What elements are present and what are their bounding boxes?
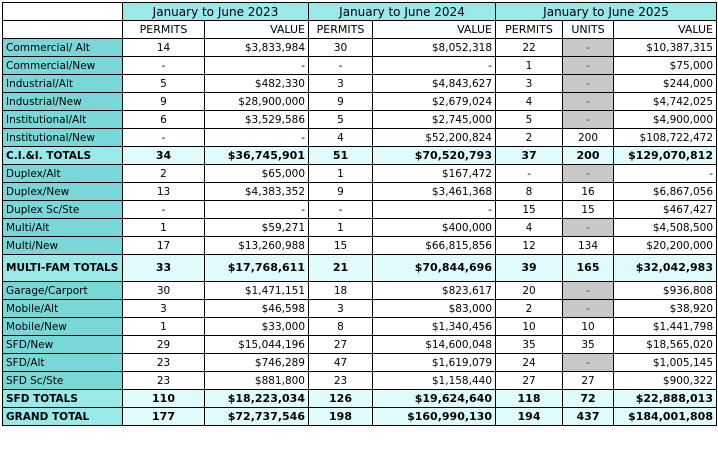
permits-2025-cell: 3 — [496, 75, 563, 93]
units-2025-cell: 15 — [563, 201, 614, 219]
table-row — [3, 75, 717, 93]
permits-2025-cell: 194 — [496, 408, 563, 426]
value-2024-cell: $52,200,824 — [373, 129, 496, 147]
units-2025-cell: 200 — [563, 147, 614, 165]
value-2025-cell: $6,867,056 — [614, 183, 717, 201]
permits-2025-cell: 20 — [496, 282, 563, 300]
permits-header-2024: PERMITS — [309, 21, 373, 39]
table-row — [3, 219, 717, 237]
permits-header-2025: PERMITS — [496, 21, 563, 39]
value-2025-cell: $129,070,812 — [614, 147, 717, 165]
permits-2024-cell: 9 — [309, 93, 373, 111]
units-2025-cell: 27 — [563, 372, 614, 390]
value-2025-cell: $900,322 — [614, 372, 717, 390]
period-header-row — [3, 3, 717, 21]
value-2024-cell: $823,617 — [373, 282, 496, 300]
row-label: Duplex/New — [3, 183, 123, 201]
totals-row — [3, 390, 717, 408]
value-2025-cell: - — [614, 165, 717, 183]
value-2023-cell: $46,598 — [205, 300, 309, 318]
permits-2023-cell: 29 — [123, 336, 205, 354]
totals-row — [3, 408, 717, 426]
permits-2024-cell: 47 — [309, 354, 373, 372]
permits-2023-cell: 23 — [123, 354, 205, 372]
permits-2024-cell: 51 — [309, 147, 373, 165]
permits-table — [2, 2, 717, 426]
permits-2023-cell: 6 — [123, 111, 205, 129]
units-2025-cell: 437 — [563, 408, 614, 426]
permits-2025-cell: 39 — [496, 255, 563, 282]
permits-2024-cell: - — [309, 201, 373, 219]
permits-2024-cell: 15 — [309, 237, 373, 255]
table-row — [3, 237, 717, 255]
permits-2023-cell: 13 — [123, 183, 205, 201]
value-2023-cell: $746,289 — [205, 354, 309, 372]
permits-2023-cell: 23 — [123, 372, 205, 390]
permits-2025-cell: 12 — [496, 237, 563, 255]
permits-2025-cell: 4 — [496, 219, 563, 237]
value-2023-cell: $65,000 — [205, 165, 309, 183]
value-2024-cell: $2,679,024 — [373, 93, 496, 111]
totals-row — [3, 255, 717, 282]
value-2023-cell: - — [205, 201, 309, 219]
units-2025-cell: - — [563, 282, 614, 300]
permits-2023-cell: 34 — [123, 147, 205, 165]
row-label: Multi/New — [3, 237, 123, 255]
row-label: Garage/Carport — [3, 282, 123, 300]
value-2023-cell: $1,471,151 — [205, 282, 309, 300]
value-2023-cell: $4,383,352 — [205, 183, 309, 201]
value-2024-cell: $160,990,130 — [373, 408, 496, 426]
permits-2023-cell: - — [123, 57, 205, 75]
value-2023-cell: $18,223,034 — [205, 390, 309, 408]
permits-2025-cell: 24 — [496, 354, 563, 372]
value-2025-cell: $18,565,020 — [614, 336, 717, 354]
units-2025-cell: - — [563, 57, 614, 75]
table-row — [3, 111, 717, 129]
table-row — [3, 129, 717, 147]
row-label: Duplex Sc/Ste — [3, 201, 123, 219]
permits-2025-cell: 4 — [496, 93, 563, 111]
permits-2024-cell: 27 — [309, 336, 373, 354]
table-row — [3, 165, 717, 183]
value-2025-cell: $32,042,983 — [614, 255, 717, 282]
table-row — [3, 318, 717, 336]
table-body — [3, 39, 717, 426]
column-header-row — [3, 21, 717, 39]
permits-2024-cell: 1 — [309, 165, 373, 183]
permits-2024-cell: 5 — [309, 111, 373, 129]
value-2024-cell: $1,619,079 — [373, 354, 496, 372]
units-2025-cell: - — [563, 75, 614, 93]
permits-2024-cell: 18 — [309, 282, 373, 300]
value-2023-cell: $59,271 — [205, 219, 309, 237]
value-2024-cell: $2,745,000 — [373, 111, 496, 129]
value-2023-cell: $3,529,586 — [205, 111, 309, 129]
permits-2023-cell: 177 — [123, 408, 205, 426]
units-2025-cell: - — [563, 111, 614, 129]
value-2024-cell: $3,461,368 — [373, 183, 496, 201]
table-row — [3, 93, 717, 111]
permits-2023-cell: 5 — [123, 75, 205, 93]
period-2024-header: January to June 2024 — [309, 3, 496, 21]
permits-2025-cell: 2 — [496, 129, 563, 147]
row-label: SFD Sc/Ste — [3, 372, 123, 390]
permits-2023-cell: 17 — [123, 237, 205, 255]
permits-2023-cell: 30 — [123, 282, 205, 300]
value-2024-cell: - — [373, 201, 496, 219]
row-label: Institutional/Alt — [3, 111, 123, 129]
table-row — [3, 354, 717, 372]
table-row — [3, 57, 717, 75]
value-2023-cell: $17,768,611 — [205, 255, 309, 282]
table-row — [3, 183, 717, 201]
row-label: Industrial/New — [3, 93, 123, 111]
permits-2025-cell: 37 — [496, 147, 563, 165]
value-2024-cell: $400,000 — [373, 219, 496, 237]
row-label: Commercial/ Alt — [3, 39, 123, 57]
permits-2023-cell: 110 — [123, 390, 205, 408]
corner-blank-2 — [3, 21, 123, 39]
units-2025-cell: - — [563, 39, 614, 57]
row-label: Institutional/New — [3, 129, 123, 147]
units-2025-cell: 16 — [563, 183, 614, 201]
permits-2023-cell: 1 — [123, 219, 205, 237]
value-2025-cell: $4,900,000 — [614, 111, 717, 129]
permits-2024-cell: 1 — [309, 219, 373, 237]
table-row — [3, 372, 717, 390]
table-row — [3, 39, 717, 57]
value-2025-cell: $184,001,808 — [614, 408, 717, 426]
permits-2023-cell: 2 — [123, 165, 205, 183]
permits-2024-cell: 3 — [309, 75, 373, 93]
units-2025-cell: - — [563, 165, 614, 183]
value-2025-cell: $20,200,000 — [614, 237, 717, 255]
permits-2024-cell: 8 — [309, 318, 373, 336]
row-label: Multi/Alt — [3, 219, 123, 237]
value-2025-cell: $108,722,472 — [614, 129, 717, 147]
value-2024-cell: $8,052,318 — [373, 39, 496, 57]
value-2023-cell: $33,000 — [205, 318, 309, 336]
value-2025-cell: $4,508,500 — [614, 219, 717, 237]
row-label: MULTI-FAM TOTALS — [3, 255, 123, 282]
units-2025-cell: 72 — [563, 390, 614, 408]
value-2025-cell: $936,808 — [614, 282, 717, 300]
row-label: GRAND TOTAL — [3, 408, 123, 426]
row-label: Mobile/Alt — [3, 300, 123, 318]
permits-2024-cell: 21 — [309, 255, 373, 282]
permits-2025-cell: 10 — [496, 318, 563, 336]
row-label: Mobile/New — [3, 318, 123, 336]
value-2023-cell: $13,260,988 — [205, 237, 309, 255]
period-2023-header: January to June 2023 — [123, 3, 309, 21]
value-2023-cell: $482,330 — [205, 75, 309, 93]
value-2023-cell: $3,833,984 — [205, 39, 309, 57]
value-2025-cell: $467,427 — [614, 201, 717, 219]
permits-2023-cell: 14 — [123, 39, 205, 57]
permits-2023-cell: - — [123, 201, 205, 219]
value-2025-cell: $1,005,145 — [614, 354, 717, 372]
corner-blank — [3, 3, 123, 21]
row-label: SFD TOTALS — [3, 390, 123, 408]
permits-2025-cell: 5 — [496, 111, 563, 129]
table-row — [3, 201, 717, 219]
permits-2025-cell: - — [496, 165, 563, 183]
row-label: SFD/Alt — [3, 354, 123, 372]
value-header-2025: VALUE — [614, 21, 717, 39]
value-2025-cell: $10,387,315 — [614, 39, 717, 57]
permits-2024-cell: - — [309, 57, 373, 75]
permits-2025-cell: 2 — [496, 300, 563, 318]
value-2025-cell: $244,000 — [614, 75, 717, 93]
permits-2025-cell: 15 — [496, 201, 563, 219]
value-2025-cell: $4,742,025 — [614, 93, 717, 111]
row-label: SFD/New — [3, 336, 123, 354]
permits-2024-cell: 23 — [309, 372, 373, 390]
units-2025-cell: - — [563, 300, 614, 318]
permits-header-2023: PERMITS — [123, 21, 205, 39]
value-2024-cell: $19,624,640 — [373, 390, 496, 408]
value-2025-cell: $22,888,013 — [614, 390, 717, 408]
value-2023-cell: $36,745,901 — [205, 147, 309, 165]
value-2024-cell: $70,844,696 — [373, 255, 496, 282]
row-label: Commercial/New — [3, 57, 123, 75]
permits-2024-cell: 126 — [309, 390, 373, 408]
value-2023-cell: $15,044,196 — [205, 336, 309, 354]
value-2023-cell: $28,900,000 — [205, 93, 309, 111]
units-2025-cell: 35 — [563, 336, 614, 354]
value-2023-cell: $881,800 — [205, 372, 309, 390]
permits-2024-cell: 4 — [309, 129, 373, 147]
table-row — [3, 336, 717, 354]
units-2025-cell: - — [563, 354, 614, 372]
value-2025-cell: $38,920 — [614, 300, 717, 318]
permits-2024-cell: 3 — [309, 300, 373, 318]
permits-2024-cell: 198 — [309, 408, 373, 426]
value-2024-cell: $4,843,627 — [373, 75, 496, 93]
units-2025-cell: 10 — [563, 318, 614, 336]
permits-2024-cell: 30 — [309, 39, 373, 57]
value-2025-cell: $75,000 — [614, 57, 717, 75]
permits-2023-cell: 33 — [123, 255, 205, 282]
units-header-2025: UNITS — [563, 21, 614, 39]
value-2023-cell: - — [205, 129, 309, 147]
permits-2025-cell: 118 — [496, 390, 563, 408]
period-2025-header: January to June 2025 — [496, 3, 717, 21]
units-2025-cell: - — [563, 219, 614, 237]
row-label: Duplex/Alt — [3, 165, 123, 183]
units-2025-cell: 200 — [563, 129, 614, 147]
totals-row — [3, 147, 717, 165]
value-2024-cell: $1,340,456 — [373, 318, 496, 336]
permits-2025-cell: 27 — [496, 372, 563, 390]
permits-2023-cell: 9 — [123, 93, 205, 111]
units-2025-cell: 165 — [563, 255, 614, 282]
value-2024-cell: $167,472 — [373, 165, 496, 183]
row-label: Industrial/Alt — [3, 75, 123, 93]
value-2023-cell: - — [205, 57, 309, 75]
permits-2024-cell: 9 — [309, 183, 373, 201]
table-row — [3, 300, 717, 318]
units-2025-cell: 134 — [563, 237, 614, 255]
value-header-2024: VALUE — [373, 21, 496, 39]
permits-2025-cell: 22 — [496, 39, 563, 57]
value-header-2023: VALUE — [205, 21, 309, 39]
permits-2025-cell: 8 — [496, 183, 563, 201]
value-2024-cell: $66,815,856 — [373, 237, 496, 255]
value-2024-cell: $1,158,440 — [373, 372, 496, 390]
permits-2025-cell: 1 — [496, 57, 563, 75]
permits-2023-cell: 1 — [123, 318, 205, 336]
value-2024-cell: $83,000 — [373, 300, 496, 318]
permits-2023-cell: 3 — [123, 300, 205, 318]
value-2023-cell: $72,737,546 — [205, 408, 309, 426]
units-2025-cell: - — [563, 93, 614, 111]
value-2024-cell: $70,520,793 — [373, 147, 496, 165]
value-2024-cell: $14,600,048 — [373, 336, 496, 354]
table-row — [3, 282, 717, 300]
value-2025-cell: $1,441,798 — [614, 318, 717, 336]
permits-2025-cell: 35 — [496, 336, 563, 354]
value-2024-cell: - — [373, 57, 496, 75]
row-label: C.I.&I. TOTALS — [3, 147, 123, 165]
permits-2023-cell: - — [123, 129, 205, 147]
